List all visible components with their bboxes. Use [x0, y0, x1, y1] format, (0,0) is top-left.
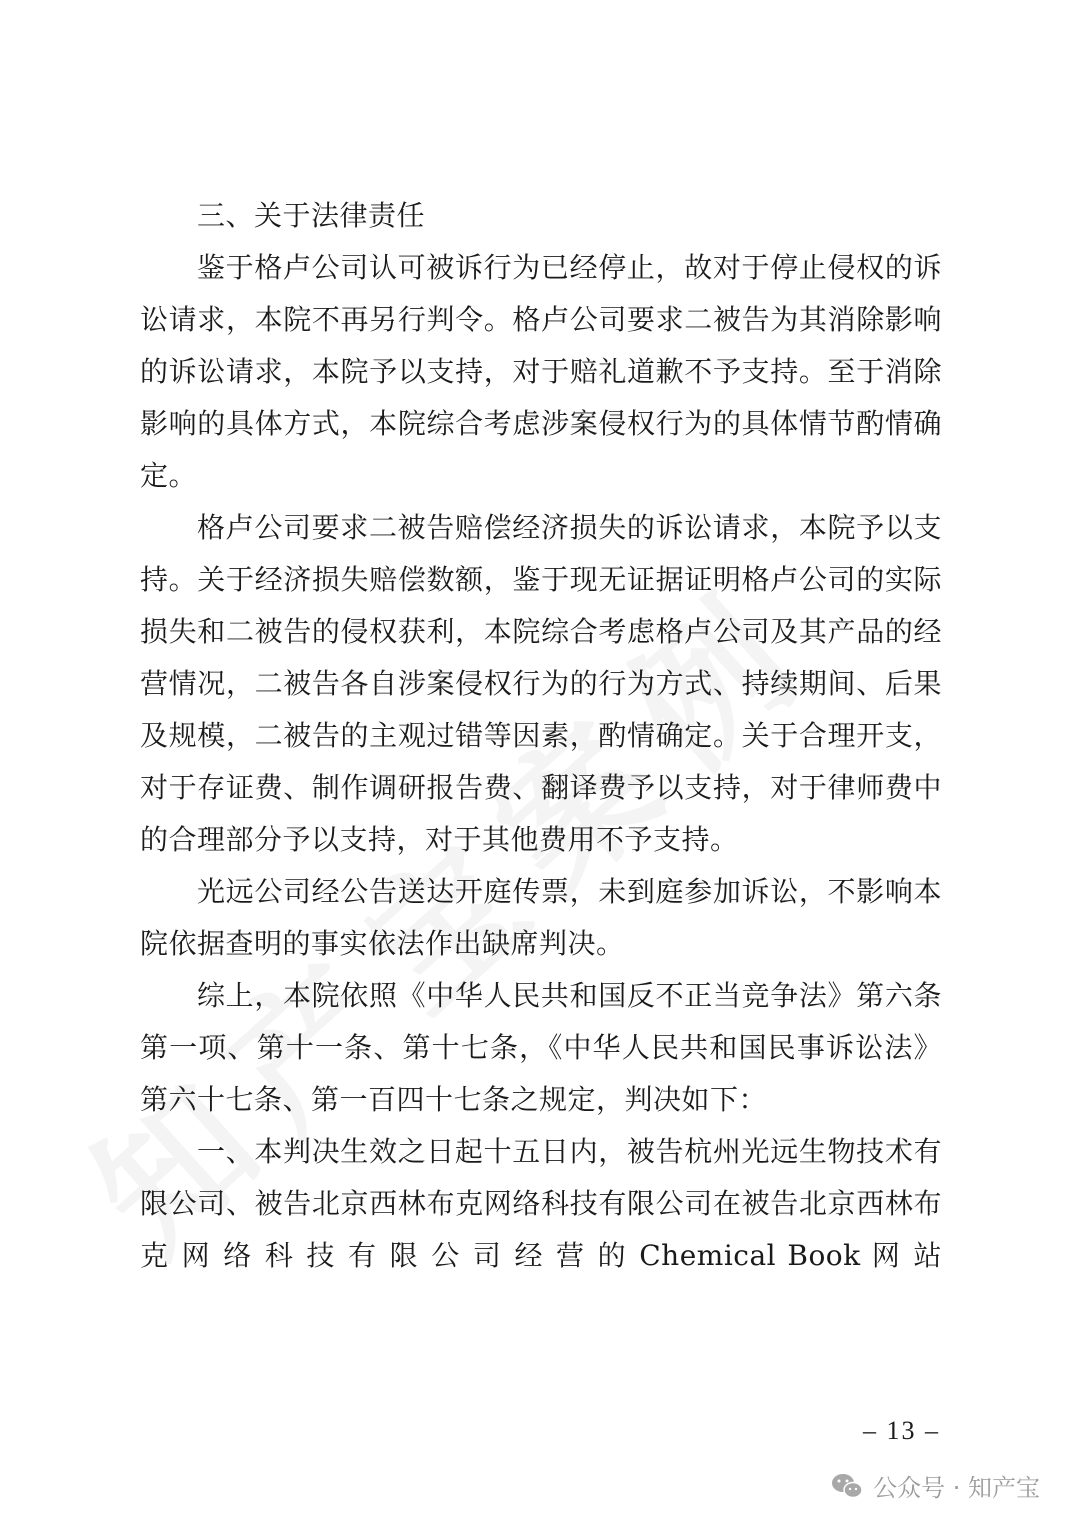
text-line: 综上，本院依照《中华人民共和国反不正当竞争法》第六条 — [197, 979, 942, 1012]
source-mark — [831, 1468, 1040, 1503]
text-line: 的合理部分予以支持，对于其他费用不予支持。 — [140, 823, 739, 856]
text-line: 克 网 络 科 技 有 限 公 司 经 营 的 Chemical Book 网 站 — [140, 1239, 942, 1272]
text-line: 损失和二被告的侵权获利，本院综合考虑格卢公司及其产品的经 — [140, 615, 942, 648]
text-line: 第六十七条、第一百四十七条之规定，判决如下： — [140, 1083, 768, 1116]
text-line: 对于存证费、制作调研报告费、翻译费予以支持，对于律师费中 — [140, 771, 942, 804]
text-line: 持。关于经济损失赔偿数额，鉴于现无证据证明格卢公司的实际 — [140, 563, 942, 596]
body-text — [140, 190, 942, 1282]
text-line: 的诉讼请求，本院予以支持，对于赔礼道歉不予支持。至于消除 — [140, 355, 942, 388]
text-line: 院依据查明的事实依法作出缺席判决。 — [140, 927, 625, 960]
text-line: 及规模，二被告的主观过错等因素，酌情确定。关于合理开支， — [140, 719, 942, 752]
text-line: 格卢公司要求二被告赔偿经济损失的诉讼请求，本院予以支 — [197, 511, 942, 544]
text-line: 影响的具体方式，本院综合考虑涉案侵权行为的具体情节酌情确 — [140, 407, 942, 440]
text-line: 讼请求，本院不再另行判令。格卢公司要求二被告为其消除影响 — [140, 303, 942, 336]
text-line: 一、本判决生效之日起十五日内，被告杭州光远生物技术有 — [197, 1135, 942, 1168]
text-line: 光远公司经公告送达开庭传票，未到庭参加诉讼，不影响本 — [197, 875, 942, 908]
text-line: 限公司、被告北京西林布克网络科技有限公司在被告北京西林布 — [140, 1187, 942, 1220]
text-line: 营情况，二被告各自涉案侵权行为的行为方式、持续期间、后果 — [140, 667, 942, 700]
wechat-icon — [831, 1472, 863, 1500]
text-line: 第一项、第十一条、第十七条，《中华人民共和国民事诉讼法》 — [140, 1031, 942, 1064]
page-number: – 13 – — [863, 1416, 940, 1445]
source-label: 公众号 · 知产宝 — [873, 1474, 1040, 1502]
text-line: 定。 — [140, 459, 198, 492]
text-line: 鉴于格卢公司认可被诉行为已经停止，故对于停止侵权的诉 — [197, 251, 942, 284]
text-line: 三、关于法律责任 — [197, 199, 426, 232]
